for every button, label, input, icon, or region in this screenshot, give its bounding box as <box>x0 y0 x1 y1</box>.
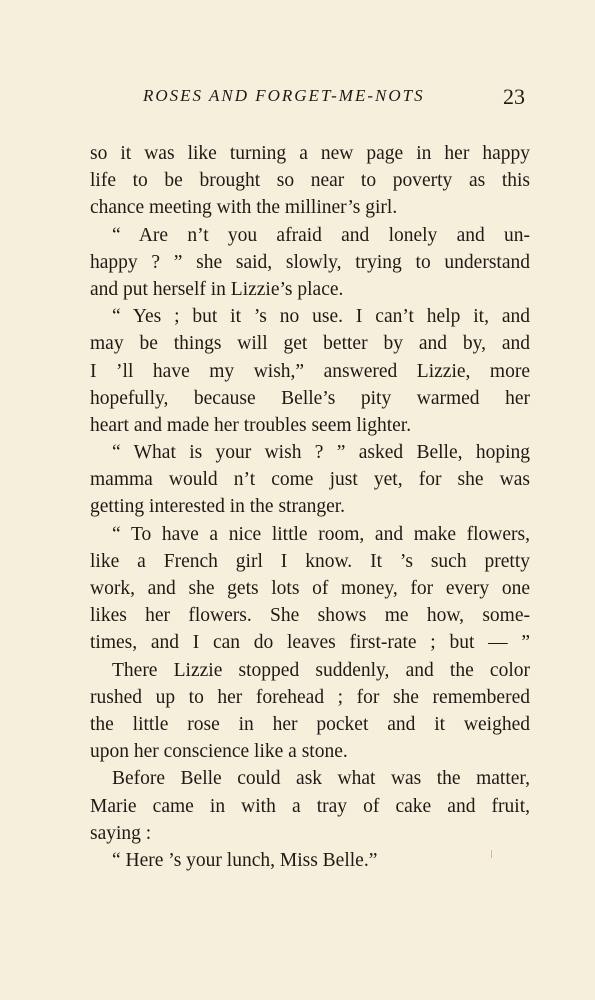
text-line: getting interested in the stranger. <box>90 496 346 518</box>
text-line: Marie came in with a tray of cake and fruit, <box>90 795 530 817</box>
page-number: 23 <box>503 84 525 109</box>
text-line: rushed up to her forehead ; for she remembered <box>90 686 530 708</box>
paper-mark <box>491 850 492 858</box>
text-line: “ To have a nice little room, and make flowers, <box>112 523 530 545</box>
text-line: saying : <box>90 822 152 844</box>
text-line: happy ? ” she said, slowly, trying to understand <box>90 251 530 273</box>
text-line: likes her flowers. She shows me how, some- <box>90 605 530 627</box>
text-line: times, and I can do leaves first-rate ; but — ” <box>90 632 530 654</box>
text-line: I ’ll have my wish,” answered Lizzie, more <box>90 360 530 382</box>
text-line: “ Are n’t you afraid and lonely and un- <box>112 224 530 246</box>
text-line: the little rose in her pocket and it weighed <box>90 713 530 735</box>
text-line: heart and made her troubles seem lighter. <box>90 414 412 436</box>
text-line: hopefully, because Belle’s pity warmed her <box>90 387 530 409</box>
text-line: upon her conscience like a stone. <box>90 741 348 763</box>
text-line: so it was like turning a new page in her happy <box>90 143 530 164</box>
running-head <box>90 86 525 112</box>
text-line: may be things will get better by and by, and <box>90 333 530 355</box>
text-line: life to be brought so near to poverty as this <box>90 170 530 192</box>
text-line: There Lizzie stopped suddenly, and the color <box>112 659 530 681</box>
text-line: mamma would n’t come just yet, for she was <box>90 469 530 491</box>
text-line: like a French girl I know. It ’s such pretty <box>90 550 530 572</box>
text-line: chance meeting with the milliner’s girl. <box>90 197 398 219</box>
running-title: ROSES AND FORGET-ME-NOTS <box>143 86 425 105</box>
text-line: “ Here ’s your lunch, Miss Belle.” <box>112 849 378 871</box>
text-line: work, and she gets lots of money, for every one <box>90 578 530 599</box>
text-line: Before Belle could ask what was the matter, <box>112 768 530 790</box>
text-line: “ What is your wish ? ” asked Belle, hoping <box>112 442 530 464</box>
body-text <box>90 140 530 874</box>
text-line: and put herself in Lizzie’s place. <box>90 278 344 300</box>
text-line: “ Yes ; but it ’s no use. I can’t help it, and <box>112 306 530 328</box>
